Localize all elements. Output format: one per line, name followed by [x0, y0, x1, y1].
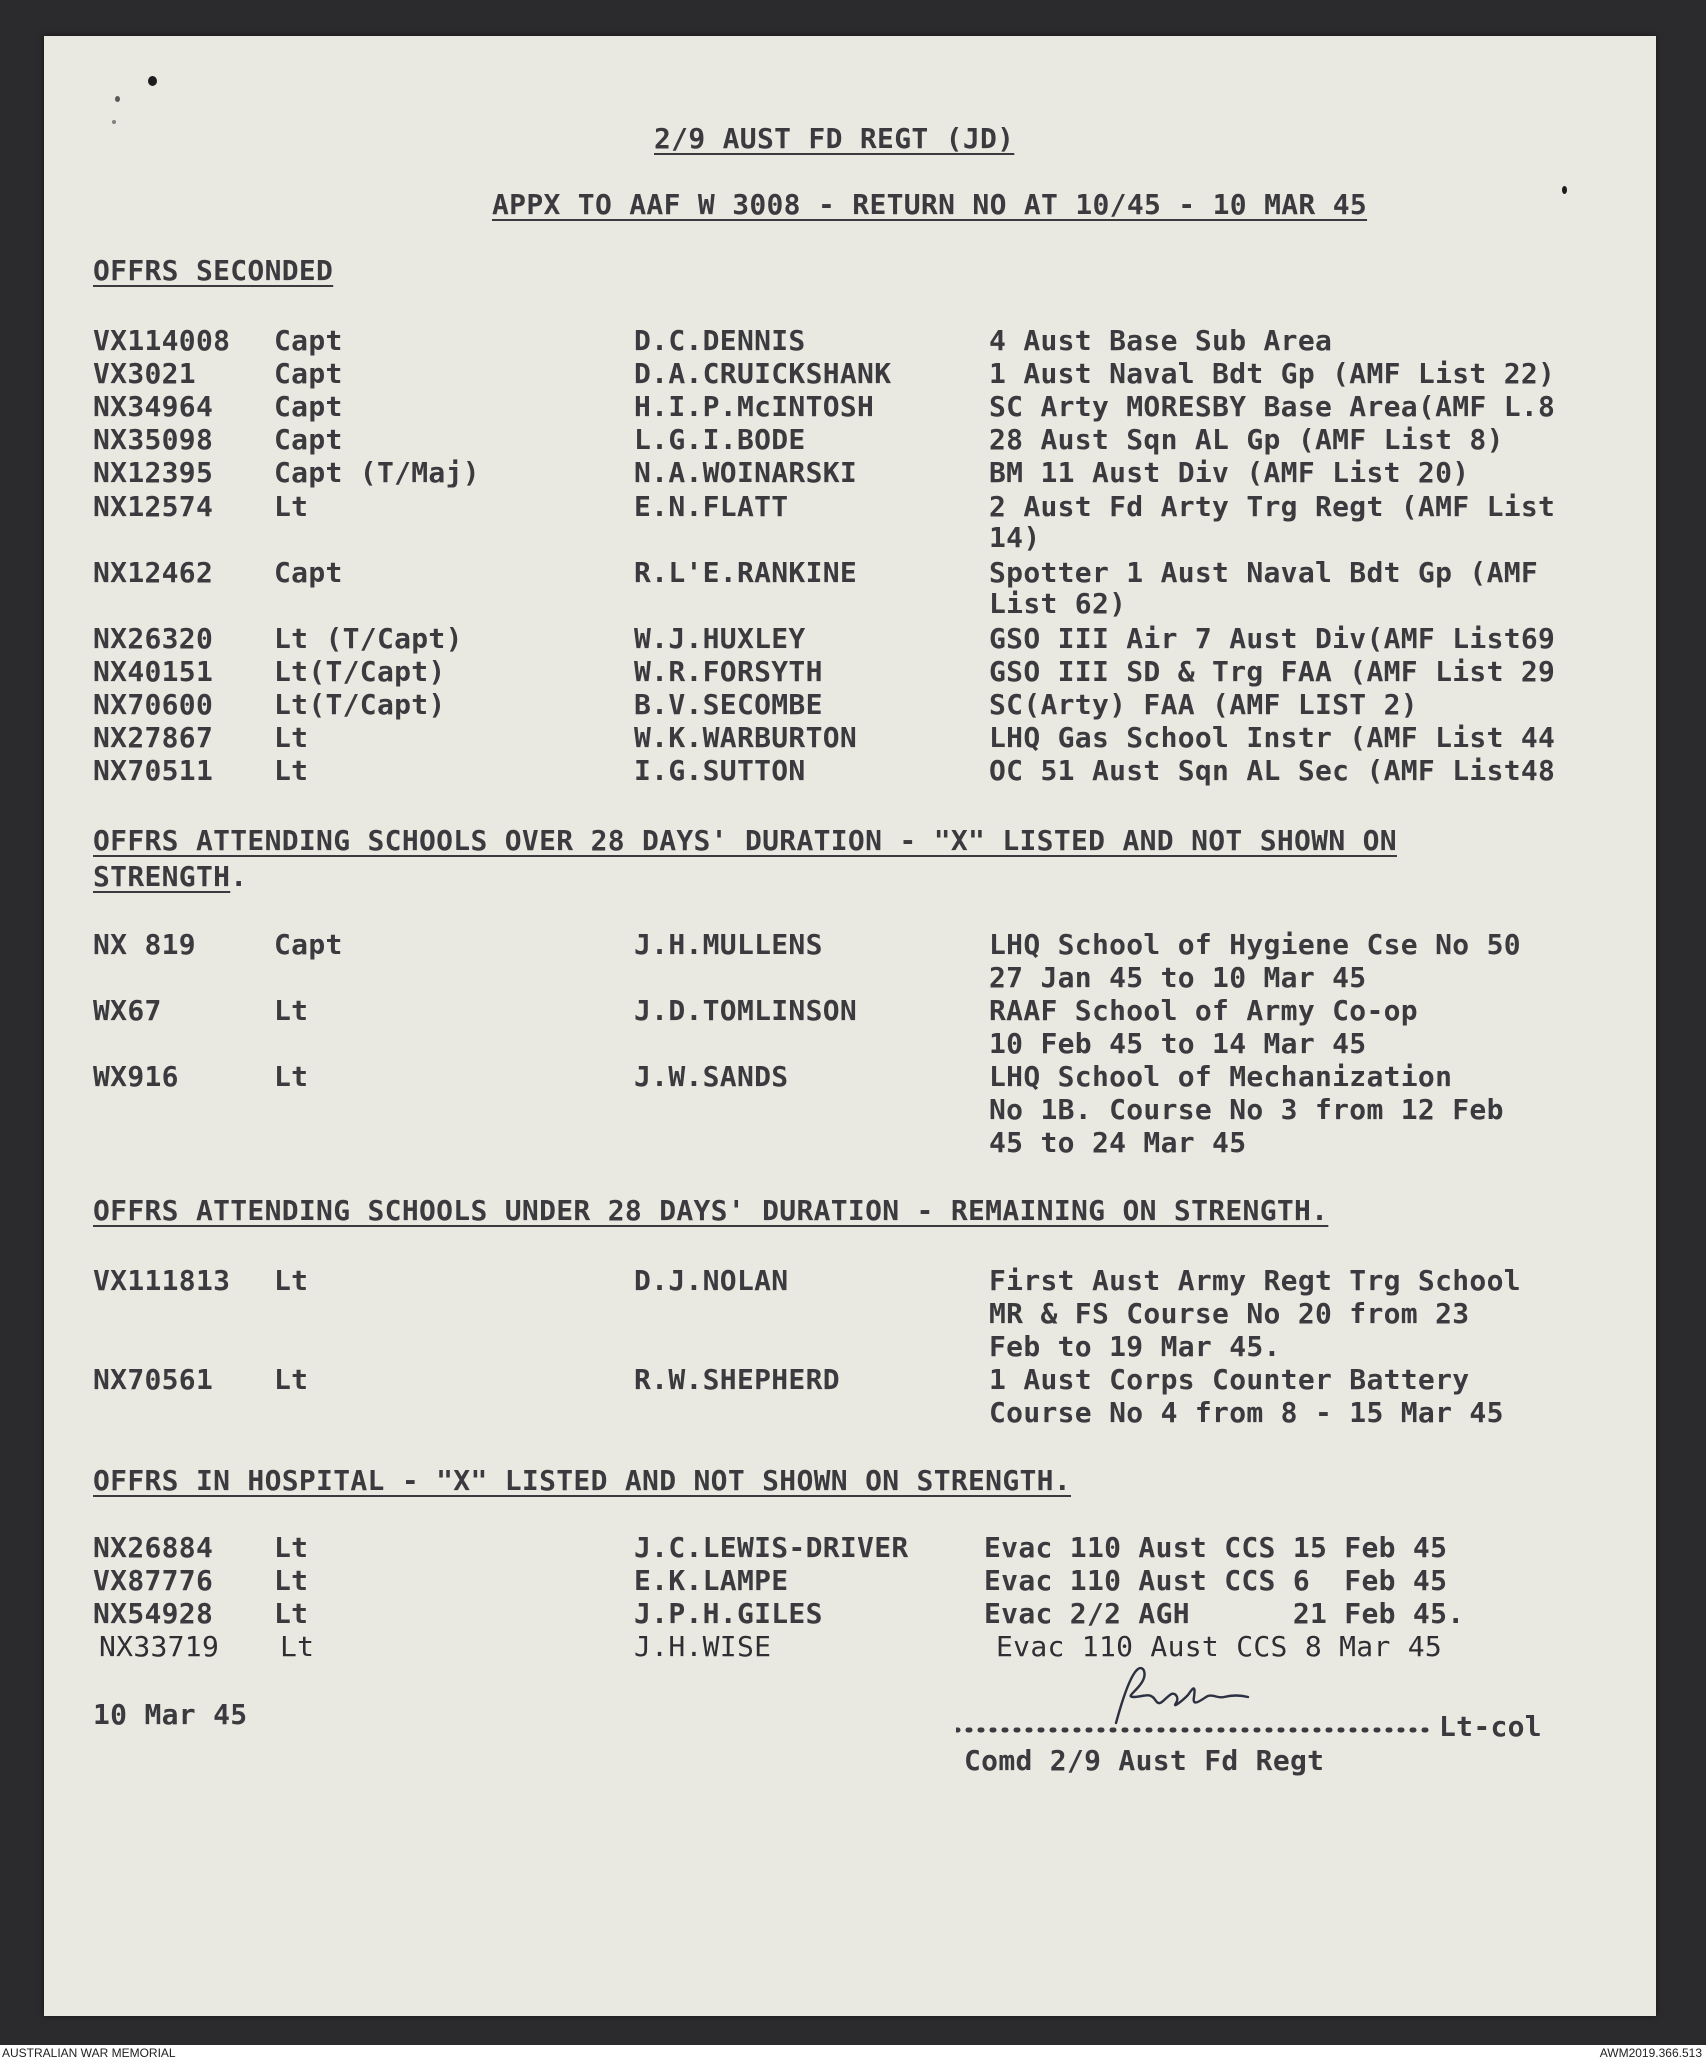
service-number: NX70561 — [93, 1363, 214, 1396]
posting-detail: Evac 2/2 AGH 21 Feb 45. — [984, 1597, 1465, 1630]
service-number: VX87776 — [93, 1564, 214, 1597]
posting-detail: 4 Aust Base Sub Area — [989, 324, 1333, 357]
rank: Lt — [274, 1597, 309, 1630]
service-number: NX27867 — [93, 721, 214, 754]
officer-name: J.P.H.GILES — [634, 1597, 823, 1630]
archive-name: AUSTRALIAN WAR MEMORIAL — [2, 2046, 176, 2060]
officer-name: B.V.SECOMBE — [634, 688, 823, 721]
posting-detail: GSO III Air 7 Aust Div(AMF List69 — [989, 622, 1556, 655]
document-date: 10 Mar 45 — [93, 1698, 248, 1731]
paper-mark — [112, 120, 116, 124]
posting-detail-cont: Feb to 19 Mar 45. — [989, 1330, 1281, 1363]
posting-detail: Evac 110 Aust CCS 6 Feb 45 — [984, 1564, 1448, 1597]
posting-detail: 1 Aust Naval Bdt Gp (AMF List 22) — [989, 357, 1556, 390]
rank: Capt — [274, 324, 343, 357]
posting-detail-cont: Course No 4 from 8 - 15 Mar 45 — [989, 1396, 1504, 1429]
officer-name: D.C.DENNIS — [634, 324, 806, 357]
rank: Lt(T/Capt) — [274, 688, 446, 721]
rank: Lt — [274, 721, 309, 754]
service-number: NX54928 — [93, 1597, 214, 1630]
posting-detail-cont: MR & FS Course No 20 from 23 — [989, 1297, 1470, 1330]
posting-detail: 1 Aust Corps Counter Battery — [989, 1363, 1470, 1396]
rank: Lt — [280, 1630, 315, 1663]
officer-name: R.W.SHEPHERD — [634, 1363, 840, 1396]
officer-name: E.N.FLATT — [634, 490, 789, 523]
posting-detail: First Aust Army Regt Trg School — [989, 1264, 1521, 1297]
posting-detail-cont: No 1B. Course No 3 from 12 Feb — [989, 1093, 1504, 1126]
officer-name: J.W.SANDS — [634, 1060, 789, 1093]
service-number: NX33719 — [99, 1630, 220, 1663]
document-page — [44, 36, 1656, 2016]
officer-name: J.H.WISE — [634, 1630, 772, 1663]
rank: Lt — [274, 1060, 309, 1093]
posting-detail-cont: List 62) — [989, 587, 1127, 620]
rank: Capt — [274, 357, 343, 390]
officer-name: D.J.NOLAN — [634, 1264, 789, 1297]
officer-name: W.K.WARBURTON — [634, 721, 858, 754]
section-heading-hospital: OFFRS IN HOSPITAL - "X" LISTED AND NOT SHOWN ON STRENGTH. — [93, 1464, 1071, 1497]
posting-detail: 28 Aust Sqn AL Gp (AMF List 8) — [989, 423, 1504, 456]
section-heading-seconded: OFFRS SECONDED — [93, 254, 334, 287]
paper-mark — [148, 76, 157, 86]
service-number: WX916 — [93, 1060, 179, 1093]
rank: Capt — [274, 928, 343, 961]
rank: Capt — [274, 423, 343, 456]
officer-name: L.G.I.BODE — [634, 423, 806, 456]
posting-detail: Spotter 1 Aust Naval Bdt Gp (AMF — [989, 556, 1539, 589]
rank: Lt — [274, 1531, 309, 1564]
handwritten-signature — [1104, 1661, 1254, 1731]
posting-detail-cont: 10 Feb 45 to 14 Mar 45 — [989, 1027, 1367, 1060]
signature-rank: Lt-col — [1439, 1710, 1542, 1743]
posting-detail-cont: 14) — [989, 521, 1041, 554]
posting-detail: Evac 110 Aust CCS 8 Mar 45 — [996, 1630, 1443, 1663]
section-heading-schools-over: OFFRS ATTENDING SCHOOLS OVER 28 DAYS' DURATION - "X" LISTED AND NOT SHOWN ON — [93, 824, 1397, 857]
posting-detail: GSO III SD & Trg FAA (AMF List 29 — [989, 655, 1556, 688]
posting-detail: LHQ Gas School Instr (AMF List 44 — [989, 721, 1556, 754]
archive-reference: AWM2019.366.513 — [1599, 2046, 1702, 2060]
unit-title: 2/9 AUST FD REGT (JD) — [654, 122, 1015, 155]
posting-detail: OC 51 Aust Sqn AL Sec (AMF List48 — [989, 754, 1556, 787]
service-number: WX67 — [93, 994, 162, 1027]
officer-name: R.L'E.RANKINE — [634, 556, 858, 589]
posting-detail: RAAF School of Army Co-op — [989, 994, 1418, 1027]
officer-name: I.G.SUTTON — [634, 754, 806, 787]
rank: Lt — [274, 994, 309, 1027]
section-heading-schools-under: OFFRS ATTENDING SCHOOLS UNDER 28 DAYS' DURATION - REMAINING ON STRENGTH. — [93, 1194, 1329, 1227]
section-heading-schools-over-cont: STRENGTH. — [93, 860, 248, 893]
service-number: VX111813 — [93, 1264, 231, 1297]
service-number: NX26884 — [93, 1531, 214, 1564]
service-number: NX12462 — [93, 556, 214, 589]
rank: Capt — [274, 556, 343, 589]
service-number: NX40151 — [93, 655, 214, 688]
service-number: NX12395 — [93, 456, 214, 489]
posting-detail-cont: 45 to 24 Mar 45 — [989, 1126, 1247, 1159]
rank: Lt — [274, 490, 309, 523]
heading-word: STRENGTH — [93, 860, 231, 893]
service-number: NX12574 — [93, 490, 214, 523]
posting-detail: 2 Aust Fd Arty Trg Regt (AMF List — [989, 490, 1556, 523]
officer-name: N.A.WOINARSKI — [634, 456, 858, 489]
posting-detail-cont: 27 Jan 45 to 10 Mar 45 — [989, 961, 1367, 994]
rank: Capt (T/Maj) — [274, 456, 480, 489]
rank: Capt — [274, 390, 343, 423]
officer-name: E.K.LAMPE — [634, 1564, 789, 1597]
officer-name: H.I.P.McINTOSH — [634, 390, 875, 423]
service-number: NX70511 — [93, 754, 214, 787]
service-number: NX35098 — [93, 423, 214, 456]
posting-detail: BM 11 Aust Div (AMF List 20) — [989, 456, 1470, 489]
officer-name: J.D.TOMLINSON — [634, 994, 858, 1027]
rank: Lt — [274, 1264, 309, 1297]
officer-name: W.J.HUXLEY — [634, 622, 806, 655]
posting-detail: LHQ School of Mechanization — [989, 1060, 1453, 1093]
posting-detail: SC Arty MORESBY Base Area(AMF L.8 — [989, 390, 1556, 423]
service-number: NX34964 — [93, 390, 214, 423]
paper-mark — [115, 96, 120, 102]
posting-detail: LHQ School of Hygiene Cse No 50 — [989, 928, 1521, 961]
rank: Lt (T/Capt) — [274, 622, 463, 655]
paper-mark — [1562, 186, 1567, 194]
archive-footer — [0, 2045, 1706, 2061]
posting-detail: Evac 110 Aust CCS 15 Feb 45 — [984, 1531, 1448, 1564]
rank: Lt — [274, 1363, 309, 1396]
officer-name: J.C.LEWIS-DRIVER — [634, 1531, 909, 1564]
service-number: NX26320 — [93, 622, 214, 655]
officer-name: W.R.FORSYTH — [634, 655, 823, 688]
signature-title: Comd 2/9 Aust Fd Regt — [964, 1744, 1325, 1777]
rank: Lt — [274, 1564, 309, 1597]
officer-name: J.H.MULLENS — [634, 928, 823, 961]
rank: Lt(T/Capt) — [274, 655, 446, 688]
posting-detail: SC(Arty) FAA (AMF LIST 2) — [989, 688, 1418, 721]
officer-name: D.A.CRUICKSHANK — [634, 357, 892, 390]
service-number: VX3021 — [93, 357, 196, 390]
service-number: NX70600 — [93, 688, 214, 721]
service-number: NX 819 — [93, 928, 196, 961]
service-number: VX114008 — [93, 324, 231, 357]
document-title: APPX TO AAF W 3008 - RETURN NO AT 10/45 - 10 MAR 45 — [492, 188, 1368, 221]
rank: Lt — [274, 754, 309, 787]
